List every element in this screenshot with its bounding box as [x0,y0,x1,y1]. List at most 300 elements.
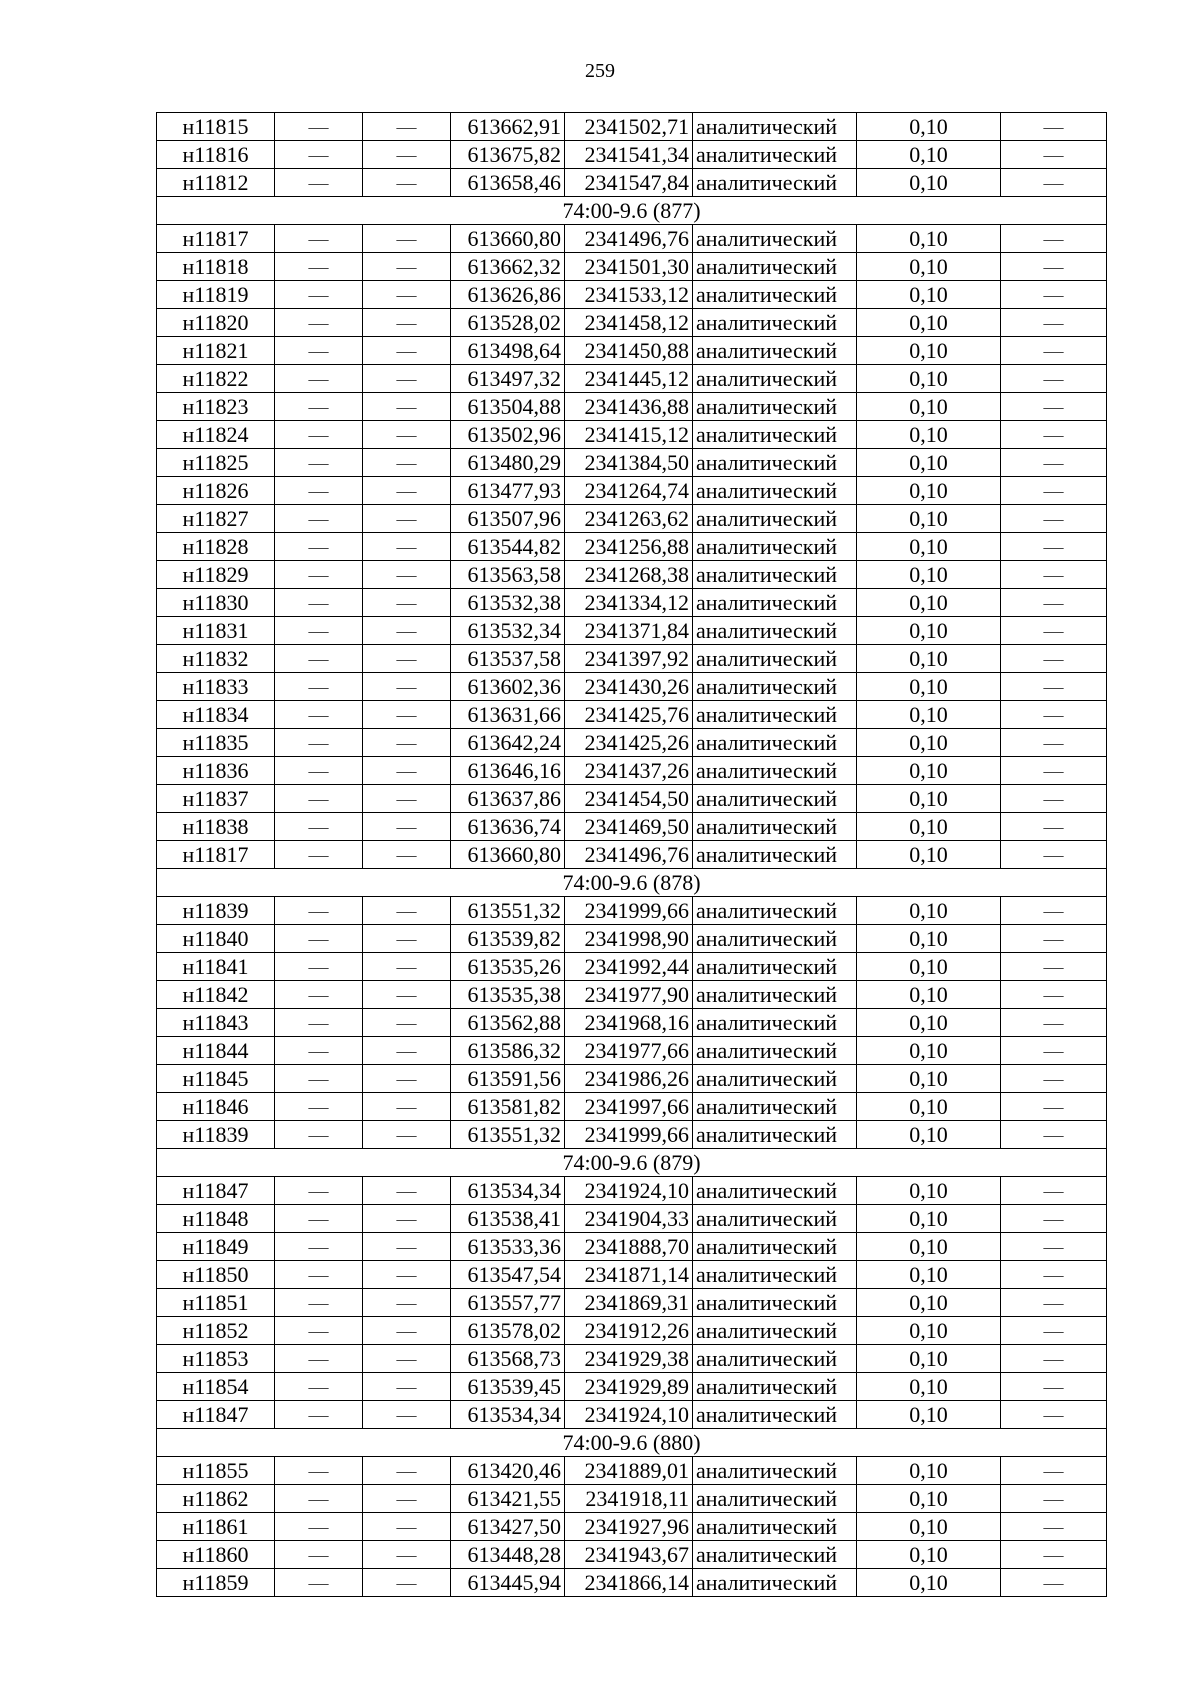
accuracy-cell: 0,10 [857,673,1001,701]
accuracy-cell: 0,10 [857,393,1001,421]
x-coordinate-cell: 613497,32 [451,365,565,393]
table-row [157,841,1107,869]
accuracy-cell: 0,10 [857,701,1001,729]
table-row [157,141,1107,169]
dash-cell: — [1001,225,1107,253]
method-cell: аналитический [693,1373,857,1401]
y-coordinate-cell: 2341371,84 [565,617,693,645]
group-header-row [157,197,1107,225]
point-id-cell: н11818 [157,253,275,281]
dash-cell: — [1001,533,1107,561]
point-id-cell: н11812 [157,169,275,197]
dash-cell: — [275,1317,363,1345]
table-row [157,673,1107,701]
x-coordinate-cell: 613534,34 [451,1401,565,1429]
dash-cell: — [1001,1541,1107,1569]
table-row [157,1457,1107,1485]
table-row [157,113,1107,141]
dash-cell: — [363,1261,451,1289]
accuracy-cell: 0,10 [857,1177,1001,1205]
dash-cell: — [363,113,451,141]
dash-cell: — [1001,1121,1107,1149]
dash-cell: — [1001,561,1107,589]
dash-cell: — [275,421,363,449]
dash-cell: — [1001,393,1107,421]
table-row [157,1513,1107,1541]
dash-cell: — [275,785,363,813]
y-coordinate-cell: 2341458,12 [565,309,693,337]
x-coordinate-cell: 613537,58 [451,645,565,673]
point-id-cell: н11824 [157,421,275,449]
method-cell: аналитический [693,1485,857,1513]
x-coordinate-cell: 613636,74 [451,813,565,841]
dash-cell: — [363,421,451,449]
x-coordinate-cell: 613562,88 [451,1009,565,1037]
dash-cell: — [275,1233,363,1261]
y-coordinate-cell: 2341927,96 [565,1513,693,1541]
dash-cell: — [1001,617,1107,645]
dash-cell: — [363,477,451,505]
accuracy-cell: 0,10 [857,1205,1001,1233]
table-row [157,897,1107,925]
dash-cell: — [363,1401,451,1429]
dash-cell: — [1001,1093,1107,1121]
point-id-cell: н11817 [157,841,275,869]
dash-cell: — [363,253,451,281]
dash-cell: — [363,953,451,981]
method-cell: аналитический [693,225,857,253]
method-cell: аналитический [693,897,857,925]
dash-cell: — [363,1373,451,1401]
dash-cell: — [275,1065,363,1093]
x-coordinate-cell: 613502,96 [451,421,565,449]
accuracy-cell: 0,10 [857,925,1001,953]
dash-cell: — [363,141,451,169]
method-cell: аналитический [693,925,857,953]
dash-cell: — [275,701,363,729]
x-coordinate-cell: 613420,46 [451,1457,565,1485]
dash-cell: — [363,645,451,673]
dash-cell: — [363,1177,451,1205]
y-coordinate-cell: 2341904,33 [565,1205,693,1233]
dash-cell: — [275,253,363,281]
dash-cell: — [1001,1177,1107,1205]
y-coordinate-cell: 2341496,76 [565,225,693,253]
method-cell: аналитический [693,113,857,141]
method-cell: аналитический [693,953,857,981]
dash-cell: — [275,449,363,477]
dash-cell: — [1001,673,1107,701]
dash-cell: — [275,589,363,617]
accuracy-cell: 0,10 [857,365,1001,393]
method-cell: аналитический [693,1345,857,1373]
x-coordinate-cell: 613662,91 [451,113,565,141]
y-coordinate-cell: 2341999,66 [565,897,693,925]
dash-cell: — [275,1037,363,1065]
method-cell: аналитический [693,1065,857,1093]
dash-cell: — [1001,701,1107,729]
y-coordinate-cell: 2341977,66 [565,1037,693,1065]
point-id-cell: н11829 [157,561,275,589]
dash-cell: — [1001,981,1107,1009]
table-row [157,785,1107,813]
point-id-cell: н11833 [157,673,275,701]
x-coordinate-cell: 613551,32 [451,1121,565,1149]
dash-cell: — [363,281,451,309]
method-cell: аналитический [693,1289,857,1317]
dash-cell: — [1001,141,1107,169]
coordinates-table-body [157,113,1107,1597]
dash-cell: — [1001,337,1107,365]
accuracy-cell: 0,10 [857,1401,1001,1429]
method-cell: аналитический [693,701,857,729]
table-row [157,561,1107,589]
method-cell: аналитический [693,533,857,561]
point-id-cell: н11816 [157,141,275,169]
y-coordinate-cell: 2341384,50 [565,449,693,477]
dash-cell: — [363,225,451,253]
method-cell: аналитический [693,309,857,337]
x-coordinate-cell: 613586,32 [451,1037,565,1065]
table-row [157,1289,1107,1317]
accuracy-cell: 0,10 [857,757,1001,785]
method-cell: аналитический [693,813,857,841]
point-id-cell: н11827 [157,505,275,533]
table-row [157,169,1107,197]
dash-cell: — [363,337,451,365]
dash-cell: — [363,533,451,561]
accuracy-cell: 0,10 [857,897,1001,925]
table-row [157,953,1107,981]
accuracy-cell: 0,10 [857,141,1001,169]
x-coordinate-cell: 613448,28 [451,1541,565,1569]
x-coordinate-cell: 613662,32 [451,253,565,281]
dash-cell: — [363,365,451,393]
point-id-cell: н11855 [157,1457,275,1485]
dash-cell: — [275,1261,363,1289]
table-row [157,813,1107,841]
x-coordinate-cell: 613637,86 [451,785,565,813]
x-coordinate-cell: 613480,29 [451,449,565,477]
dash-cell: — [275,1177,363,1205]
dash-cell: — [363,1541,451,1569]
table-row [157,701,1107,729]
y-coordinate-cell: 2341502,71 [565,113,693,141]
dash-cell: — [363,1205,451,1233]
method-cell: аналитический [693,729,857,757]
method-cell: аналитический [693,617,857,645]
method-cell: аналитический [693,757,857,785]
dash-cell: — [275,981,363,1009]
accuracy-cell: 0,10 [857,1485,1001,1513]
y-coordinate-cell: 2341264,74 [565,477,693,505]
dash-cell: — [1001,1261,1107,1289]
x-coordinate-cell: 613626,86 [451,281,565,309]
table-row [157,645,1107,673]
dash-cell: — [275,281,363,309]
accuracy-cell: 0,10 [857,1317,1001,1345]
method-cell: аналитический [693,337,857,365]
method-cell: аналитический [693,1261,857,1289]
dash-cell: — [275,533,363,561]
x-coordinate-cell: 613602,36 [451,673,565,701]
point-id-cell: н11853 [157,1345,275,1373]
accuracy-cell: 0,10 [857,1009,1001,1037]
method-cell: аналитический [693,981,857,1009]
method-cell: аналитический [693,1093,857,1121]
y-coordinate-cell: 2341977,90 [565,981,693,1009]
point-id-cell: н11838 [157,813,275,841]
method-cell: аналитический [693,1233,857,1261]
y-coordinate-cell: 2341425,76 [565,701,693,729]
page-number: 259 [585,60,615,82]
dash-cell: — [1001,841,1107,869]
table-row [157,1345,1107,1373]
group-title: 74:00-9.6 (877) [157,197,1107,225]
dash-cell: — [1001,1513,1107,1541]
dash-cell: — [275,645,363,673]
x-coordinate-cell: 613504,88 [451,393,565,421]
dash-cell: — [275,505,363,533]
accuracy-cell: 0,10 [857,281,1001,309]
dash-cell: — [363,1233,451,1261]
method-cell: аналитический [693,589,857,617]
dash-cell: — [363,1457,451,1485]
dash-cell: — [1001,1401,1107,1429]
table-row [157,1401,1107,1429]
dash-cell: — [1001,589,1107,617]
y-coordinate-cell: 2341445,12 [565,365,693,393]
method-cell: аналитический [693,365,857,393]
point-id-cell: н11851 [157,1289,275,1317]
accuracy-cell: 0,10 [857,113,1001,141]
method-cell: аналитический [693,1457,857,1485]
point-id-cell: н11847 [157,1401,275,1429]
method-cell: аналитический [693,169,857,197]
accuracy-cell: 0,10 [857,533,1001,561]
x-coordinate-cell: 613660,80 [451,225,565,253]
accuracy-cell: 0,10 [857,1373,1001,1401]
method-cell: аналитический [693,1401,857,1429]
y-coordinate-cell: 2341437,26 [565,757,693,785]
y-coordinate-cell: 2341454,50 [565,785,693,813]
accuracy-cell: 0,10 [857,169,1001,197]
group-title: 74:00-9.6 (879) [157,1149,1107,1177]
dash-cell: — [363,617,451,645]
group-title: 74:00-9.6 (880) [157,1429,1107,1457]
accuracy-cell: 0,10 [857,309,1001,337]
table-row [157,757,1107,785]
dash-cell: — [1001,1205,1107,1233]
y-coordinate-cell: 2341986,26 [565,1065,693,1093]
dash-cell: — [275,757,363,785]
dash-cell: — [275,1289,363,1317]
accuracy-cell: 0,10 [857,617,1001,645]
point-id-cell: н11845 [157,1065,275,1093]
method-cell: аналитический [693,449,857,477]
x-coordinate-cell: 613646,16 [451,757,565,785]
method-cell: аналитический [693,1009,857,1037]
table-row [157,1177,1107,1205]
y-coordinate-cell: 2341268,38 [565,561,693,589]
accuracy-cell: 0,10 [857,225,1001,253]
dash-cell: — [1001,477,1107,505]
dash-cell: — [363,169,451,197]
point-id-cell: н11817 [157,225,275,253]
y-coordinate-cell: 2341998,90 [565,925,693,953]
method-cell: аналитический [693,421,857,449]
dash-cell: — [275,1457,363,1485]
dash-cell: — [363,1065,451,1093]
x-coordinate-cell: 613591,56 [451,1065,565,1093]
dash-cell: — [363,589,451,617]
accuracy-cell: 0,10 [857,953,1001,981]
x-coordinate-cell: 613421,55 [451,1485,565,1513]
dash-cell: — [1001,1037,1107,1065]
dash-cell: — [363,1289,451,1317]
dash-cell: — [363,897,451,925]
dash-cell: — [363,1485,451,1513]
accuracy-cell: 0,10 [857,841,1001,869]
dash-cell: — [363,729,451,757]
dash-cell: — [1001,953,1107,981]
y-coordinate-cell: 2341888,70 [565,1233,693,1261]
point-id-cell: н11815 [157,113,275,141]
y-coordinate-cell: 2341547,84 [565,169,693,197]
table-row [157,1317,1107,1345]
table-row [157,281,1107,309]
dash-cell: — [275,1401,363,1429]
dash-cell: — [275,477,363,505]
dash-cell: — [1001,1009,1107,1037]
dash-cell: — [1001,1065,1107,1093]
dash-cell: — [363,925,451,953]
x-coordinate-cell: 613532,38 [451,589,565,617]
table-row [157,981,1107,1009]
x-coordinate-cell: 613477,93 [451,477,565,505]
y-coordinate-cell: 2341992,44 [565,953,693,981]
point-id-cell: н11846 [157,1093,275,1121]
x-coordinate-cell: 613675,82 [451,141,565,169]
dash-cell: — [1001,281,1107,309]
dash-cell: — [1001,645,1107,673]
accuracy-cell: 0,10 [857,785,1001,813]
coordinates-table [156,112,1107,1597]
dash-cell: — [275,169,363,197]
point-id-cell: н11841 [157,953,275,981]
table-row [157,617,1107,645]
accuracy-cell: 0,10 [857,253,1001,281]
x-coordinate-cell: 613547,54 [451,1261,565,1289]
dash-cell: — [363,1513,451,1541]
dash-cell: — [1001,925,1107,953]
y-coordinate-cell: 2341889,01 [565,1457,693,1485]
method-cell: аналитический [693,1513,857,1541]
table-row [157,925,1107,953]
y-coordinate-cell: 2341436,88 [565,393,693,421]
point-id-cell: н11854 [157,1373,275,1401]
point-id-cell: н11843 [157,1009,275,1037]
dash-cell: — [1001,813,1107,841]
point-id-cell: н11825 [157,449,275,477]
dash-cell: — [1001,449,1107,477]
dash-cell: — [275,841,363,869]
table-row [157,1485,1107,1513]
point-id-cell: н11850 [157,1261,275,1289]
dash-cell: — [363,1009,451,1037]
accuracy-cell: 0,10 [857,729,1001,757]
y-coordinate-cell: 2341924,10 [565,1401,693,1429]
dash-cell: — [1001,113,1107,141]
method-cell: аналитический [693,477,857,505]
x-coordinate-cell: 613658,46 [451,169,565,197]
dash-cell: — [1001,505,1107,533]
dash-cell: — [363,1093,451,1121]
dash-cell: — [275,393,363,421]
dash-cell: — [363,673,451,701]
method-cell: аналитический [693,841,857,869]
group-header-row [157,1429,1107,1457]
point-id-cell: н11830 [157,589,275,617]
x-coordinate-cell: 613533,36 [451,1233,565,1261]
point-id-cell: н11820 [157,309,275,337]
accuracy-cell: 0,10 [857,477,1001,505]
dash-cell: — [275,1485,363,1513]
table-row [157,1037,1107,1065]
dash-cell: — [1001,309,1107,337]
accuracy-cell: 0,10 [857,1345,1001,1373]
point-id-cell: н11848 [157,1205,275,1233]
table-row [157,1569,1107,1597]
point-id-cell: н11847 [157,1177,275,1205]
accuracy-cell: 0,10 [857,1541,1001,1569]
dash-cell: — [275,365,363,393]
dash-cell: — [275,617,363,645]
x-coordinate-cell: 613498,64 [451,337,565,365]
table-row [157,1233,1107,1261]
dash-cell: — [275,309,363,337]
dash-cell: — [1001,365,1107,393]
point-id-cell: н11852 [157,1317,275,1345]
point-id-cell: н11826 [157,477,275,505]
x-coordinate-cell: 613581,82 [451,1093,565,1121]
point-id-cell: н11822 [157,365,275,393]
dash-cell: — [275,1093,363,1121]
point-id-cell: н11839 [157,1121,275,1149]
point-id-cell: н11837 [157,785,275,813]
method-cell: аналитический [693,561,857,589]
dash-cell: — [363,309,451,337]
y-coordinate-cell: 2341397,92 [565,645,693,673]
dash-cell: — [1001,1233,1107,1261]
dash-cell: — [275,1205,363,1233]
dash-cell: — [1001,421,1107,449]
x-coordinate-cell: 613568,73 [451,1345,565,1373]
x-coordinate-cell: 613532,34 [451,617,565,645]
accuracy-cell: 0,10 [857,421,1001,449]
dash-cell: — [363,785,451,813]
dash-cell: — [275,925,363,953]
dash-cell: — [1001,785,1107,813]
accuracy-cell: 0,10 [857,1261,1001,1289]
point-id-cell: н11819 [157,281,275,309]
dash-cell: — [1001,1485,1107,1513]
dash-cell: — [363,701,451,729]
dash-cell: — [275,1513,363,1541]
point-id-cell: н11860 [157,1541,275,1569]
method-cell: аналитический [693,1569,857,1597]
dash-cell: — [275,1121,363,1149]
